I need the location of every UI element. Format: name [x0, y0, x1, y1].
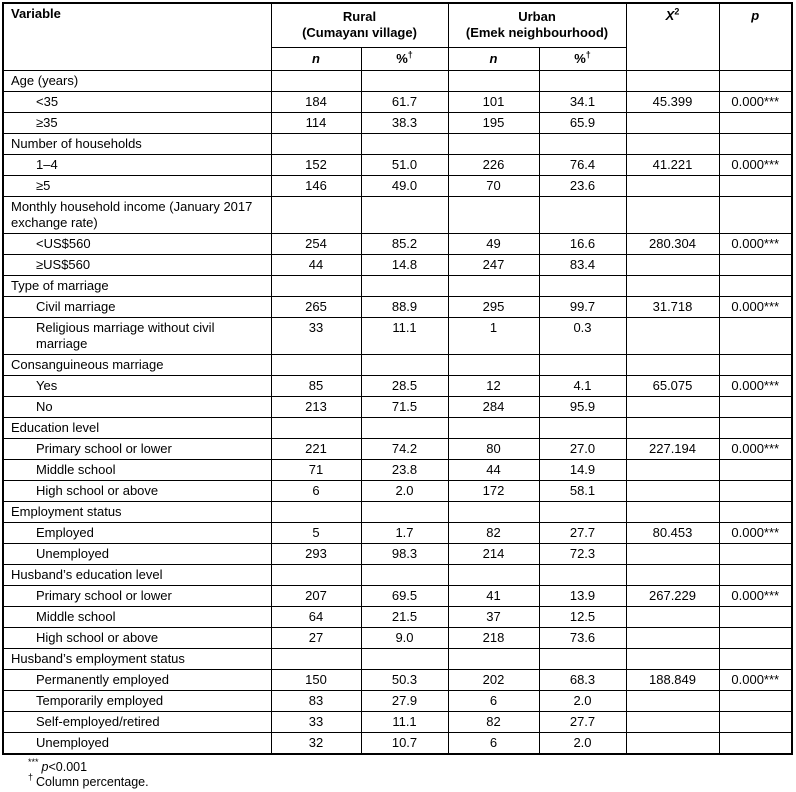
cell-value: [626, 275, 719, 296]
table-row: [3, 480, 792, 501]
cell-value: 0.000***: [719, 91, 792, 112]
variable-label: Middle school: [3, 606, 271, 627]
cell-value: [719, 480, 792, 501]
cell-value: [271, 133, 361, 154]
cell-value: 21.5: [361, 606, 448, 627]
cell-value: [539, 196, 626, 233]
cell-value: [271, 417, 361, 438]
cell-value: 202: [448, 669, 539, 690]
cell-value: 6: [448, 732, 539, 754]
cell-value: 41: [448, 585, 539, 606]
cell-value: 31.718: [626, 296, 719, 317]
cell-value: 254: [271, 233, 361, 254]
chi-square-exponent: 2: [674, 6, 680, 17]
cell-value: 0.000***: [719, 375, 792, 396]
variable-label: Education level: [3, 417, 271, 438]
cell-value: [719, 254, 792, 275]
variable-label: ≥US$560: [3, 254, 271, 275]
group-row: [3, 196, 792, 233]
cell-value: 13.9: [539, 585, 626, 606]
cell-value: [719, 501, 792, 522]
cell-value: 34.1: [539, 91, 626, 112]
cell-value: [626, 459, 719, 480]
table-header: [3, 3, 792, 70]
cell-value: 27: [271, 627, 361, 648]
column-header-urban-pct: [539, 47, 626, 70]
cell-value: 207: [271, 585, 361, 606]
cell-value: 0.000***: [719, 233, 792, 254]
column-header-variable: Variable: [3, 3, 271, 70]
table-row: [3, 690, 792, 711]
cell-value: 71: [271, 459, 361, 480]
cell-value: [626, 175, 719, 196]
cell-value: [361, 501, 448, 522]
table-body: [3, 70, 792, 754]
cell-value: 73.6: [539, 627, 626, 648]
table-row: [3, 585, 792, 606]
cell-value: [271, 196, 361, 233]
cell-value: [719, 396, 792, 417]
footnote-significance: [28, 757, 794, 775]
cell-value: 82: [448, 711, 539, 732]
cell-value: [626, 254, 719, 275]
cell-value: 184: [271, 91, 361, 112]
variable-label: High school or above: [3, 480, 271, 501]
cell-value: [448, 275, 539, 296]
cell-value: [719, 196, 792, 233]
table-row: [3, 711, 792, 732]
cell-value: 146: [271, 175, 361, 196]
column-header-urban-n: n: [448, 47, 539, 70]
cell-value: 85.2: [361, 233, 448, 254]
p-symbol: p: [41, 759, 49, 774]
variable-label: Primary school or lower: [3, 585, 271, 606]
cell-value: [719, 732, 792, 754]
cell-value: 65.075: [626, 375, 719, 396]
footnotes: [28, 757, 794, 790]
statistics-table: [2, 2, 793, 755]
cell-value: 14.8: [361, 254, 448, 275]
cell-value: 2.0: [539, 690, 626, 711]
cell-value: [719, 627, 792, 648]
variable-label: Husband’s employment status: [3, 648, 271, 669]
cell-value: [271, 501, 361, 522]
column-header-rural-n: n: [271, 47, 361, 70]
cell-value: 41.221: [626, 154, 719, 175]
cell-value: 6: [271, 480, 361, 501]
variable-label: Monthly household income (January 2017 exchange rate): [3, 196, 271, 233]
variable-label: Employment status: [3, 501, 271, 522]
table-row: [3, 296, 792, 317]
cell-value: 88.9: [361, 296, 448, 317]
variable-label: <35: [3, 91, 271, 112]
variable-label: Unemployed: [3, 732, 271, 754]
variable-label: ≥5: [3, 175, 271, 196]
cell-value: [719, 317, 792, 354]
cell-value: [448, 70, 539, 91]
cell-value: 188.849: [626, 669, 719, 690]
cell-value: 32: [271, 732, 361, 754]
percent-symbol: %: [574, 50, 586, 66]
cell-value: [719, 133, 792, 154]
cell-value: [448, 417, 539, 438]
variable-label: Yes: [3, 375, 271, 396]
variable-label: Civil marriage: [3, 296, 271, 317]
cell-value: [719, 648, 792, 669]
cell-value: [719, 711, 792, 732]
cell-value: [539, 417, 626, 438]
cell-value: [539, 501, 626, 522]
table-row: [3, 91, 792, 112]
cell-value: [271, 354, 361, 375]
variable-label: Age (years): [3, 70, 271, 91]
cell-value: 0.000***: [719, 585, 792, 606]
cell-value: 38.3: [361, 112, 448, 133]
cell-value: [626, 396, 719, 417]
cell-value: 0.000***: [719, 522, 792, 543]
cell-value: 49: [448, 233, 539, 254]
variable-label: Self-employed/retired: [3, 711, 271, 732]
cell-value: 280.304: [626, 233, 719, 254]
cell-value: 10.7: [361, 732, 448, 754]
variable-label: Middle school: [3, 459, 271, 480]
cell-value: [719, 417, 792, 438]
cell-value: 0.000***: [719, 154, 792, 175]
cell-value: 267.229: [626, 585, 719, 606]
footnote-column-percentage: [28, 772, 794, 790]
cell-value: 1.7: [361, 522, 448, 543]
table-row: [3, 459, 792, 480]
cell-value: [719, 175, 792, 196]
cell-value: [271, 70, 361, 91]
table-row: [3, 254, 792, 275]
cell-value: 76.4: [539, 154, 626, 175]
cell-value: [448, 133, 539, 154]
cell-value: 23.8: [361, 459, 448, 480]
variable-label: Husband’s education level: [3, 564, 271, 585]
dagger-marker: †: [28, 772, 34, 783]
cell-value: [626, 133, 719, 154]
cell-value: 293: [271, 543, 361, 564]
cell-value: [539, 648, 626, 669]
cell-value: 69.5: [361, 585, 448, 606]
cell-value: [719, 564, 792, 585]
cell-value: 4.1: [539, 375, 626, 396]
cell-value: 14.9: [539, 459, 626, 480]
cell-value: 64: [271, 606, 361, 627]
cell-value: 83: [271, 690, 361, 711]
cell-value: [539, 70, 626, 91]
cell-value: 12.5: [539, 606, 626, 627]
chi-square-symbol: X: [665, 8, 675, 23]
cell-value: 28.5: [361, 375, 448, 396]
cell-value: [361, 354, 448, 375]
cell-value: [626, 732, 719, 754]
cell-value: [271, 648, 361, 669]
cell-value: 72.3: [539, 543, 626, 564]
cell-value: 227.194: [626, 438, 719, 459]
variable-label: Employed: [3, 522, 271, 543]
rural-group-subname: (Cumayanı village): [302, 25, 417, 41]
cell-value: 80.453: [626, 522, 719, 543]
urban-group-subname: (Emek neighbourhood): [465, 25, 609, 41]
cell-value: 27.7: [539, 711, 626, 732]
cell-value: [626, 196, 719, 233]
cell-value: [719, 690, 792, 711]
cell-value: [539, 564, 626, 585]
cell-value: [271, 564, 361, 585]
cell-value: [539, 133, 626, 154]
cell-value: [448, 501, 539, 522]
cell-value: [271, 275, 361, 296]
cell-value: 44: [448, 459, 539, 480]
cell-value: 5: [271, 522, 361, 543]
column-header-rural: [271, 3, 448, 47]
cell-value: 2.0: [361, 480, 448, 501]
cell-value: 98.3: [361, 543, 448, 564]
cell-value: 49.0: [361, 175, 448, 196]
cell-value: 51.0: [361, 154, 448, 175]
cell-value: [626, 564, 719, 585]
cell-value: [626, 417, 719, 438]
cell-value: [626, 627, 719, 648]
cell-value: [361, 417, 448, 438]
cell-value: [626, 501, 719, 522]
cell-value: [626, 317, 719, 354]
table-row: [3, 175, 792, 196]
cell-value: 27.0: [539, 438, 626, 459]
cell-value: 33: [271, 711, 361, 732]
cell-value: 95.9: [539, 396, 626, 417]
cell-value: 0.000***: [719, 296, 792, 317]
group-row: [3, 648, 792, 669]
cell-value: 114: [271, 112, 361, 133]
cell-value: 9.0: [361, 627, 448, 648]
cell-value: 44: [271, 254, 361, 275]
cell-value: 247: [448, 254, 539, 275]
cell-value: 1: [448, 317, 539, 354]
table-row: [3, 627, 792, 648]
dagger-icon: †: [407, 49, 413, 60]
cell-value: [626, 112, 719, 133]
group-row: [3, 70, 792, 91]
cell-value: 27.9: [361, 690, 448, 711]
cell-value: [361, 564, 448, 585]
header-row-1: [3, 3, 792, 47]
cell-value: [626, 648, 719, 669]
column-header-p-value: p: [719, 3, 792, 70]
cell-value: 23.6: [539, 175, 626, 196]
cell-value: [626, 354, 719, 375]
cell-value: 33: [271, 317, 361, 354]
cell-value: 101: [448, 91, 539, 112]
cell-value: 0.000***: [719, 669, 792, 690]
cell-value: [719, 459, 792, 480]
cell-value: [626, 70, 719, 91]
cell-value: [361, 196, 448, 233]
cell-value: 195: [448, 112, 539, 133]
variable-label: Religious marriage without civil marriage: [3, 317, 271, 354]
variable-label: No: [3, 396, 271, 417]
cell-value: 11.1: [361, 711, 448, 732]
cell-value: [361, 70, 448, 91]
cell-value: 221: [271, 438, 361, 459]
cell-value: [626, 606, 719, 627]
cell-value: [719, 354, 792, 375]
table-row: [3, 375, 792, 396]
group-row: [3, 501, 792, 522]
cell-value: 265: [271, 296, 361, 317]
cell-value: [626, 480, 719, 501]
variable-label: ≥35: [3, 112, 271, 133]
cell-value: 65.9: [539, 112, 626, 133]
variable-label: Primary school or lower: [3, 438, 271, 459]
cell-value: 214: [448, 543, 539, 564]
cell-value: 61.7: [361, 91, 448, 112]
cell-value: 74.2: [361, 438, 448, 459]
cell-value: [719, 112, 792, 133]
cell-value: [626, 690, 719, 711]
table-row: [3, 669, 792, 690]
column-header-rural-pct: [361, 47, 448, 70]
cell-value: 295: [448, 296, 539, 317]
cell-value: [719, 606, 792, 627]
cell-value: 45.399: [626, 91, 719, 112]
rural-group-name: Rural: [342, 9, 377, 25]
cell-value: 152: [271, 154, 361, 175]
cell-value: [539, 275, 626, 296]
cell-value: 68.3: [539, 669, 626, 690]
cell-value: 172: [448, 480, 539, 501]
variable-label: Consanguineous marriage: [3, 354, 271, 375]
cell-value: 27.7: [539, 522, 626, 543]
cell-value: [539, 354, 626, 375]
dagger-icon: †: [585, 49, 591, 60]
variable-label: Permanently employed: [3, 669, 271, 690]
cell-value: 82: [448, 522, 539, 543]
cell-value: 226: [448, 154, 539, 175]
variable-label: Unemployed: [3, 543, 271, 564]
table-row: [3, 522, 792, 543]
table-row: [3, 112, 792, 133]
cell-value: 284: [448, 396, 539, 417]
table-row: [3, 606, 792, 627]
cell-value: 11.1: [361, 317, 448, 354]
group-row: [3, 564, 792, 585]
table-row: [3, 317, 792, 354]
cell-value: 2.0: [539, 732, 626, 754]
cell-value: 70: [448, 175, 539, 196]
cell-value: 0.000***: [719, 438, 792, 459]
cell-value: [361, 133, 448, 154]
cell-value: [626, 543, 719, 564]
footnote-text: <0.001: [48, 759, 88, 774]
table-row: [3, 543, 792, 564]
group-row: [3, 133, 792, 154]
percent-symbol: %: [396, 50, 408, 66]
variable-label: High school or above: [3, 627, 271, 648]
cell-value: 58.1: [539, 480, 626, 501]
cell-value: 71.5: [361, 396, 448, 417]
cell-value: [719, 70, 792, 91]
variable-label: Type of marriage: [3, 275, 271, 296]
cell-value: 50.3: [361, 669, 448, 690]
cell-value: 12: [448, 375, 539, 396]
urban-group-name: Urban: [518, 9, 556, 25]
cell-value: [448, 564, 539, 585]
cell-value: 80: [448, 438, 539, 459]
column-header-chi-square: [626, 3, 719, 70]
cell-value: 150: [271, 669, 361, 690]
cell-value: 218: [448, 627, 539, 648]
variable-label: <US$560: [3, 233, 271, 254]
group-row: [3, 275, 792, 296]
cell-value: [361, 275, 448, 296]
variable-label: Number of households: [3, 133, 271, 154]
column-header-urban: [448, 3, 626, 47]
table-row: [3, 396, 792, 417]
table-row: [3, 732, 792, 754]
cell-value: 85: [271, 375, 361, 396]
cell-value: [448, 648, 539, 669]
cell-value: 213: [271, 396, 361, 417]
cell-value: [448, 354, 539, 375]
cell-value: [448, 196, 539, 233]
group-row: [3, 354, 792, 375]
table-row: [3, 233, 792, 254]
cell-value: [626, 711, 719, 732]
cell-value: [361, 648, 448, 669]
cell-value: 6: [448, 690, 539, 711]
cell-value: [719, 543, 792, 564]
cell-value: [719, 275, 792, 296]
footnote-text: Column percentage.: [36, 774, 149, 789]
table-row: [3, 438, 792, 459]
cell-value: 99.7: [539, 296, 626, 317]
cell-value: 0.3: [539, 317, 626, 354]
table-row: [3, 154, 792, 175]
cell-value: 83.4: [539, 254, 626, 275]
group-row: [3, 417, 792, 438]
variable-label: Temporarily employed: [3, 690, 271, 711]
asterisks-marker: ***: [28, 757, 39, 768]
cell-value: 16.6: [539, 233, 626, 254]
cell-value: 37: [448, 606, 539, 627]
variable-label: 1–4: [3, 154, 271, 175]
